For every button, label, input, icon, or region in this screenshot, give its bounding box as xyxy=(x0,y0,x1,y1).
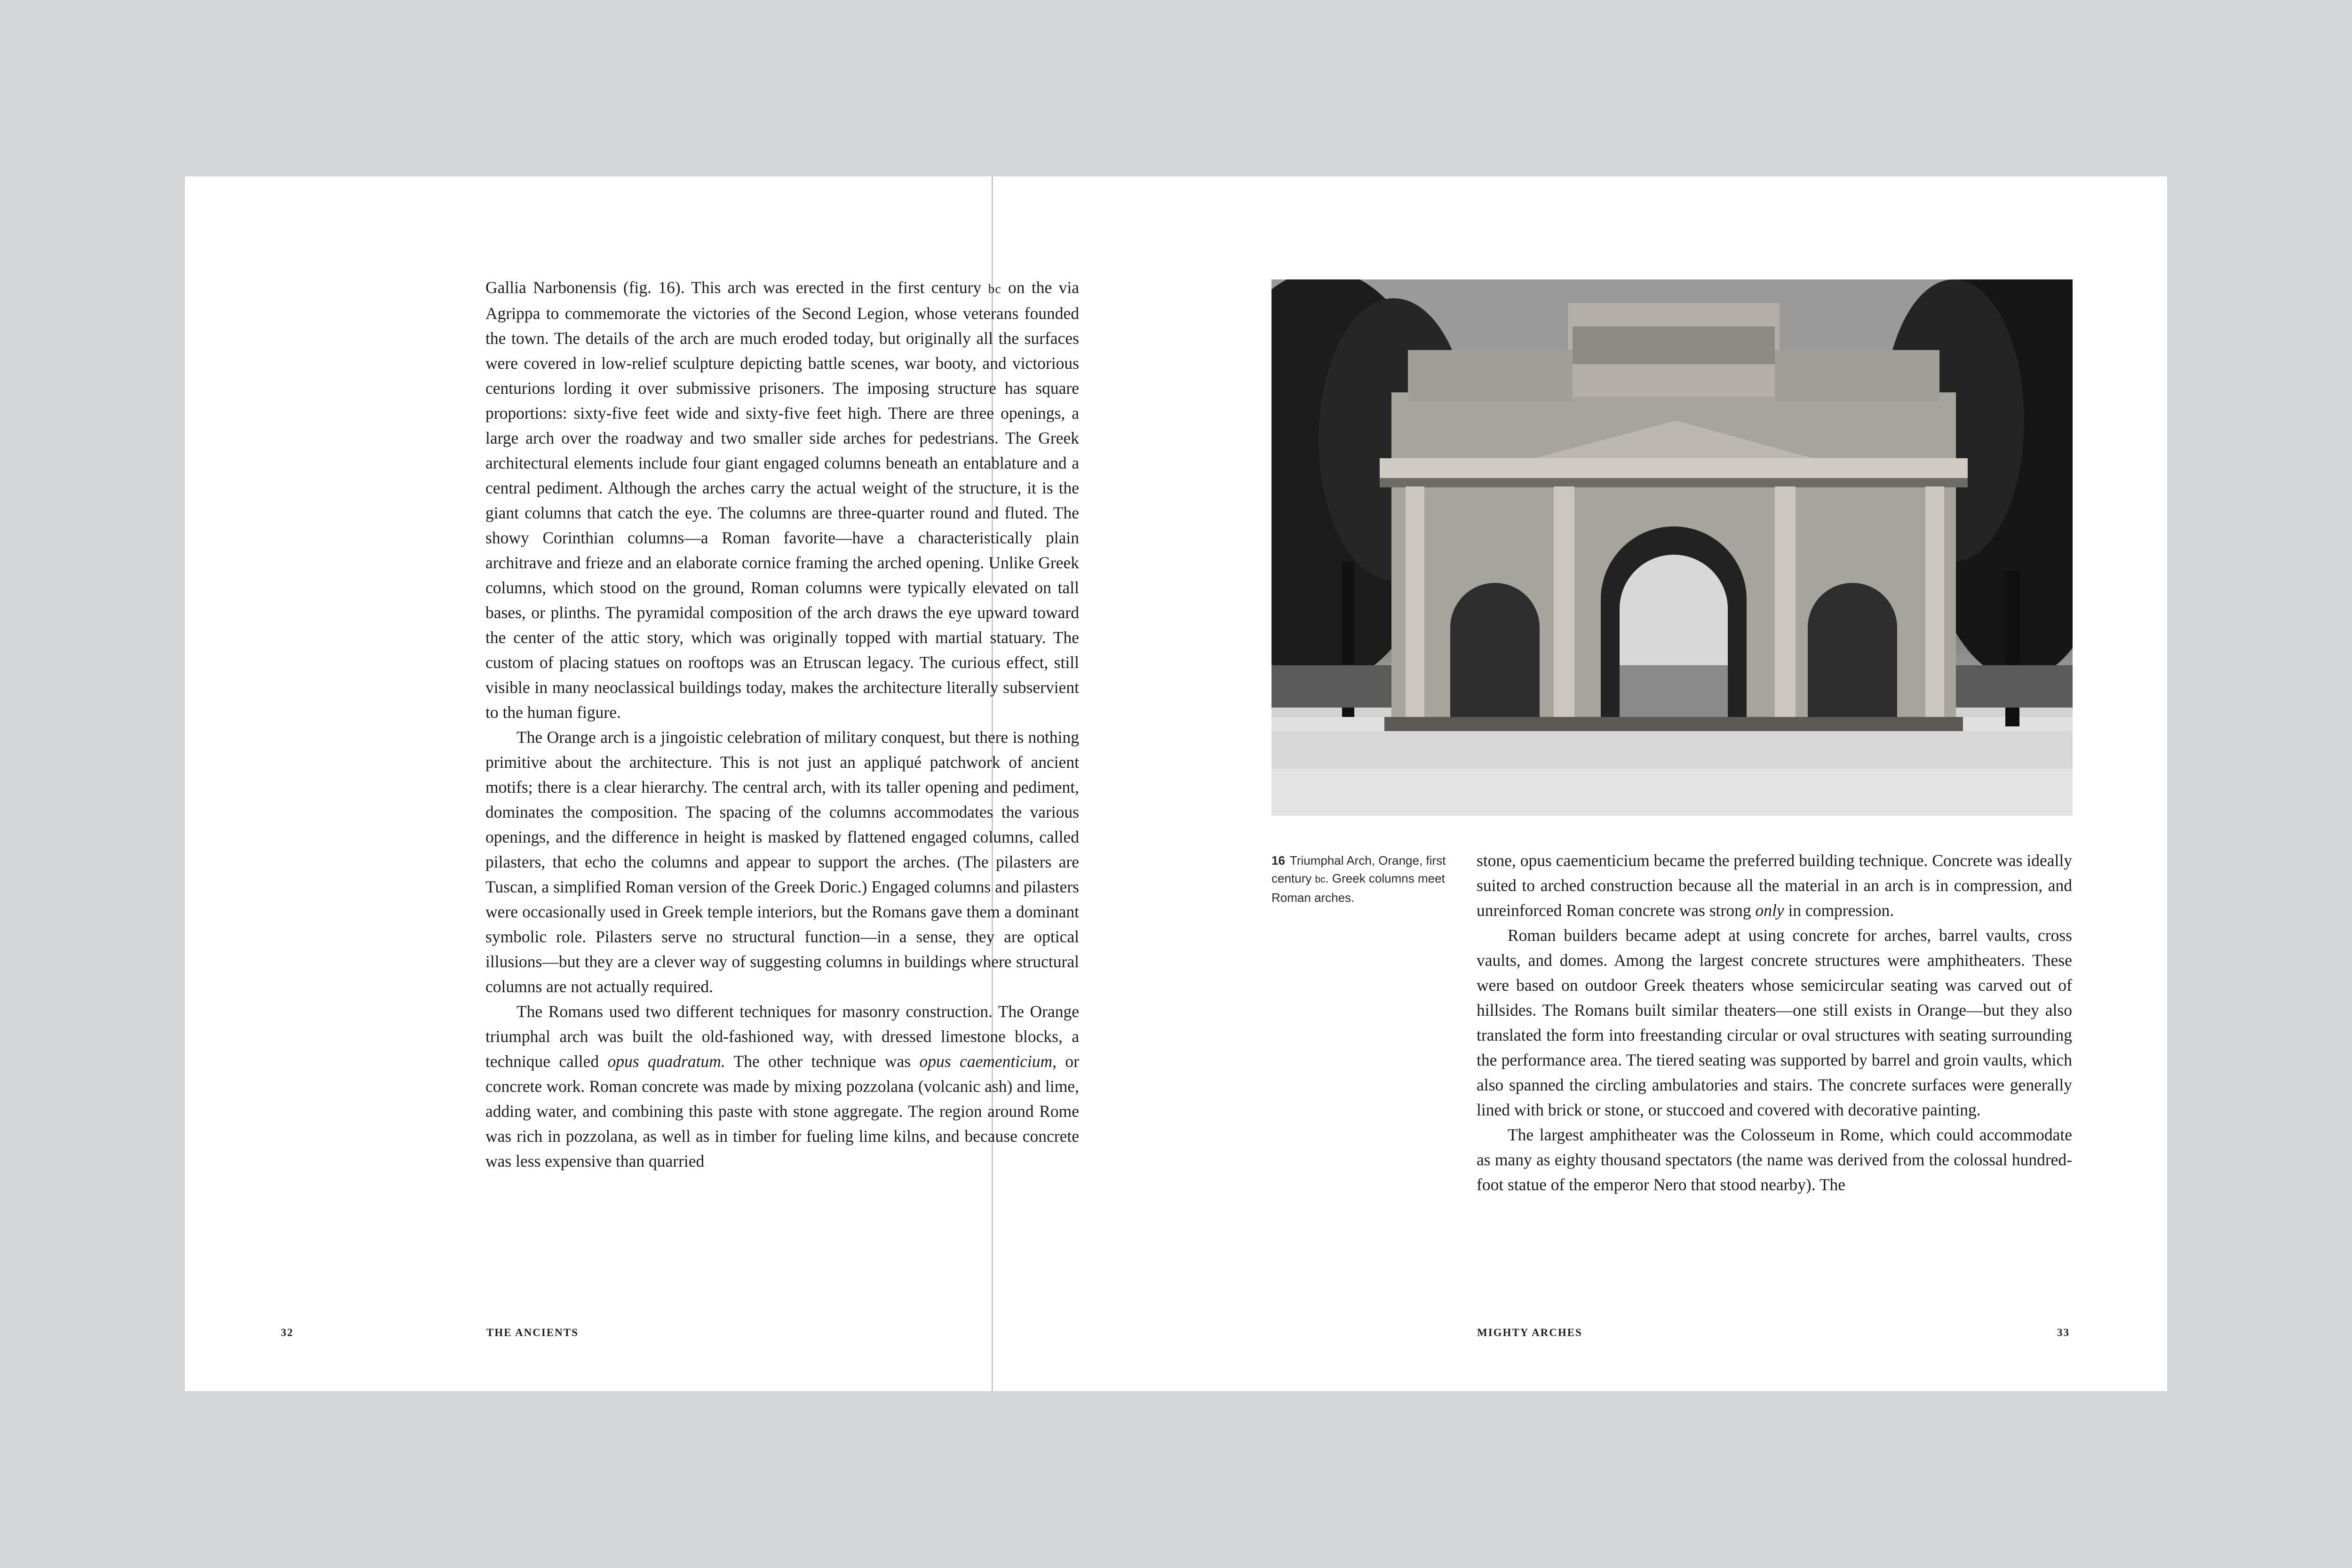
text-run: Roman builders became adept at using concrete for arches, barrel vaults, cross vaults, and domes. Among the largest concrete structures were amphitheaters. These were based on outdoor Greek theaters whose semicircular seating was carved out of hillsides. The Romans built similar theaters—one still exists in Orange—but they also translated the form into freestanding circular or oval structures with seating surrounding the performance area. The tiered seating was supported by barrel and groin vaults, which also spanned the circling ambulatories and stairs. The concrete surfaces were generally lined with brick or stone, or stuccoed and covered with decorative painting. xyxy=(1477,926,2072,1119)
triumphal-arch-photo xyxy=(1271,279,2073,816)
left-page-number: 32 xyxy=(281,1327,294,1338)
text-run: in compression. xyxy=(1784,901,1894,920)
body-paragraph xyxy=(1477,923,2072,1122)
right-page-body-text xyxy=(1477,848,2072,1197)
text-run: The Orange arch is a jingoistic celebration of military conquest, but there is nothing primitive about the architecture. This is not just an appliqué patchwork of ancient motifs; there is a clear hierarchy. The central arch, with its taller opening and pediment, dominates the composition. The spacing of the columns accommodates the various openings, and the difference in height is masked by flattened engaged columns, called pilasters, that echo the columns and appear to support the arches. (The pilasters are Tuscan, a simplified Roman version of the Greek Doric.) Engaged columns and pilasters were occasionally used in Greek temple interiors, but the Romans gave them a dominant symbolic role. Pilasters serve no structural function—in a sense, they are optical illusions—but they are a clever way of suggesting columns in buildings where structural columns are not actually required. xyxy=(485,728,1079,996)
body-paragraph xyxy=(1477,848,2072,923)
figure-caption-text: Triumphal Arch, Orange, first century xyxy=(1271,853,1446,885)
figure-caption-era: bc xyxy=(1315,874,1326,885)
figure-number: 16 xyxy=(1271,853,1285,868)
text-run: Gallia Narbonensis (fig. 16). This arch was erected in the first century xyxy=(485,278,988,297)
text-run: The other technique was xyxy=(725,1052,920,1071)
italic-text: only xyxy=(1755,901,1784,920)
italic-text: opus caementicium, xyxy=(919,1052,1057,1071)
text-run: The largest amphitheater was the Colosseum in Rome, which could accommodate as many as eighty thousand spectators (the name was derived from the colossal hundred-foot statue of the emperor Nero that stood nearby). The xyxy=(1477,1125,2072,1194)
right-page-number: 33 xyxy=(2057,1327,2070,1338)
text-run: on the via Agrippa to commemorate the victories of the Second Legion, whose veterans founded the town. The details of the arch are much eroded today, but originally all the surfaces were covered in low-relief sculpture depicting battle scenes, war booty, and victorious centurions lording it over submissive prisoners. The imposing structure has square proportions: sixty-five feet wide and sixty-five feet high. There are three openings, a large arch over the roadway and two smaller side arches for pedestrians. The Greek architectural elements include four giant engaged columns beneath an entablature and a central pediment. Although the arches carry the actual weight of the structure, it is the giant columns that catch the eye. The columns are three-quarter round and fluted. The showy Corinthian columns—a Roman favorite—have a characteristically plain architrave and frieze and an elaborate cornice framing the arched opening. Unlike Greek columns, which stood on the ground, Roman columns were typically elevated on tall bases, or plinths. The pyramidal composition of the arch draws the eye upward toward the center of the attic story, which was originally topped with martial statuary. The custom of placing statues on rooftops was an Etruscan legacy. The curious effect, still visible in many neoclassical buildings today, makes the architecture literally subservient to the human figure. xyxy=(485,278,1079,722)
text-run: The Romans used two different techniques for masonry construction. The Orange triumphal arch was built the old-fashioned way, with dressed limestone blocks, a technique called xyxy=(485,1002,1079,1071)
italic-text: opus quadratum. xyxy=(607,1052,725,1071)
left-page-body-text xyxy=(485,275,1079,1174)
body-paragraph xyxy=(485,725,1079,999)
body-paragraph xyxy=(485,275,1079,725)
figure-caption-description: . Greek columns meet Roman arches. xyxy=(1271,871,1445,905)
small-caps-text: bc xyxy=(988,281,1001,296)
triumphal-arch-illustration xyxy=(1271,279,2073,816)
right-running-head: MIGHTY ARCHES xyxy=(1477,1327,1582,1338)
figure-caption xyxy=(1271,852,1450,907)
body-paragraph xyxy=(485,999,1079,1174)
body-paragraph xyxy=(1477,1122,2072,1197)
left-running-head: THE ANCIENTS xyxy=(486,1327,579,1338)
text-run: or concrete work. Roman concrete was made by mixing pozzolana (volcanic ash) and lime, adding water, and combining this paste with stone aggregate. The region around Rome was rich in pozzolana, as well as in timber for fueling lime kilns, and because concrete was less expensive than quarried xyxy=(485,1052,1079,1170)
text-run: stone, opus caementicium became the preferred building technique. Concrete was ideally suited to arched construction because all the material in an arch is in compression, and unreinforced Roman concrete was strong xyxy=(1477,851,2072,920)
